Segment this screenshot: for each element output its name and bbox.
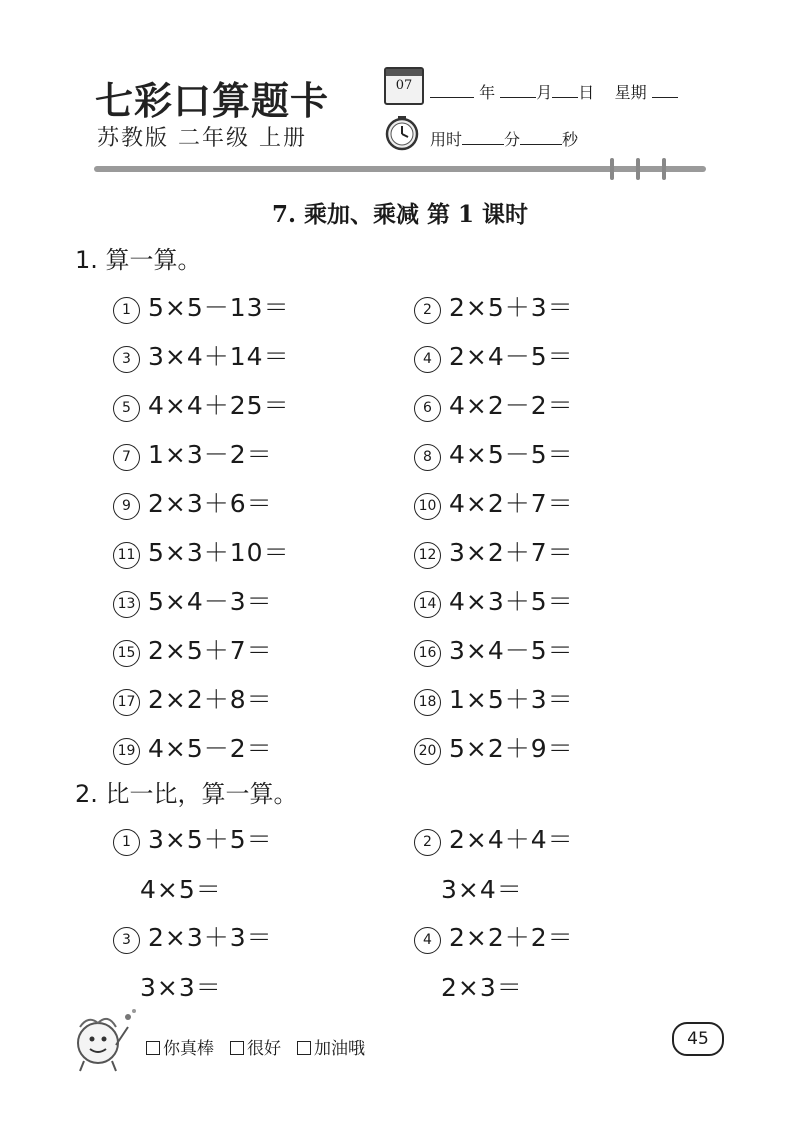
- compare-sub-expression: 3×4＝: [441, 875, 523, 904]
- compare-problem: [113, 820, 273, 856]
- divider-tick: [662, 158, 666, 180]
- problem-number: 6: [414, 395, 441, 422]
- problem-number: 7: [113, 444, 140, 471]
- problem-expression: 3×4＋14＝: [148, 342, 290, 371]
- problem-number: 4: [414, 346, 441, 373]
- problem-number: 11: [113, 542, 140, 569]
- problem-expression: 2×4＋4＝: [449, 825, 574, 854]
- page-number: 45: [672, 1022, 724, 1056]
- time-line: [430, 127, 578, 150]
- problem-number: 12: [414, 542, 441, 569]
- mascot-illustration: [68, 1005, 138, 1073]
- problem-expression: 4×2－2＝: [449, 391, 574, 420]
- problem-item: [113, 582, 273, 618]
- problem-expression: 4×4＋25＝: [148, 391, 290, 420]
- problem-number: 16: [414, 640, 441, 667]
- seconds-blank[interactable]: [520, 130, 562, 145]
- day-blank[interactable]: [552, 83, 578, 98]
- divider-tick: [636, 158, 640, 180]
- year-label: 年: [479, 83, 496, 102]
- problem-expression: 5×2＋9＝: [449, 734, 574, 763]
- problem-number: 14: [414, 591, 441, 618]
- minutes-blank[interactable]: [462, 130, 504, 145]
- problem-number: 10: [414, 493, 441, 520]
- rating-option-great[interactable]: 你真棒: [146, 1039, 214, 1059]
- section1-title: 1. 算一算。: [75, 246, 202, 274]
- date-line: [430, 80, 678, 103]
- problem-expression: 2×3＋6＝: [148, 489, 273, 518]
- month-label: 月: [536, 83, 553, 102]
- problem-expression: 5×4－3＝: [148, 587, 273, 616]
- problem-number: 18: [414, 689, 441, 716]
- checkbox-icon[interactable]: [230, 1041, 244, 1055]
- problem-number: 19: [113, 738, 140, 765]
- header-divider: [94, 166, 706, 172]
- problem-number: 3: [113, 346, 140, 373]
- problem-expression: 2×4－5＝: [449, 342, 574, 371]
- rating-options: [146, 1034, 381, 1059]
- clock-icon: [384, 115, 420, 151]
- problem-expression: 2×5＋7＝: [148, 636, 273, 665]
- problem-item: [414, 631, 574, 667]
- problem-item: [113, 729, 273, 765]
- problem-number: 2: [414, 829, 441, 856]
- problem-expression: 4×5－5＝: [449, 440, 574, 469]
- problem-number: 2: [414, 297, 441, 324]
- problem-expression: 2×2＋8＝: [148, 685, 273, 714]
- problem-expression: 3×4－5＝: [449, 636, 574, 665]
- checkbox-icon[interactable]: [297, 1041, 311, 1055]
- problem-item: [414, 582, 574, 618]
- problem-expression: 5×3＋10＝: [148, 538, 290, 567]
- problem-item: [414, 729, 574, 765]
- month-blank[interactable]: [500, 83, 536, 98]
- lesson-title: 7. 乘加、乘减 第 1 课时: [271, 201, 529, 228]
- section2-title: 2. 比一比，算一算。: [75, 780, 298, 808]
- problem-item: [414, 435, 574, 471]
- problem-item: [113, 631, 273, 667]
- problem-expression: 2×3＋3＝: [148, 923, 273, 952]
- weekday-label: 星期: [614, 83, 647, 102]
- day-label: 日: [578, 83, 595, 102]
- divider-tick: [610, 158, 614, 180]
- problem-number: 8: [414, 444, 441, 471]
- problem-expression: 2×2＋2＝: [449, 923, 574, 952]
- problem-item: [414, 337, 574, 373]
- problem-expression: 2×5＋3＝: [449, 293, 574, 322]
- problem-expression: 4×5－2＝: [148, 734, 273, 763]
- compare-sub-expression: 2×3＝: [441, 973, 523, 1002]
- rating-option-good[interactable]: 很好: [230, 1039, 281, 1059]
- problem-item: [414, 288, 574, 324]
- problem-item: [113, 435, 273, 471]
- year-blank[interactable]: [430, 83, 474, 98]
- problem-item: [414, 533, 574, 569]
- problem-expression: 4×2＋7＝: [449, 489, 574, 518]
- rating-option-keep-going[interactable]: 加油哦: [297, 1039, 365, 1059]
- time-used-label: 用时: [430, 130, 463, 149]
- problem-number: 13: [113, 591, 140, 618]
- problem-number: 9: [113, 493, 140, 520]
- problem-item: [113, 288, 290, 324]
- minutes-label: 分: [504, 130, 521, 149]
- problem-item: [414, 386, 574, 422]
- problem-expression: 3×2＋7＝: [449, 538, 574, 567]
- problem-item: [113, 680, 273, 716]
- problem-number: 1: [113, 829, 140, 856]
- compare-sub-expression: 3×3＝: [140, 973, 222, 1002]
- problem-item: [113, 337, 290, 373]
- problem-number: 17: [113, 689, 140, 716]
- compare-sub-expression: 4×5＝: [140, 875, 222, 904]
- problem-item: [414, 484, 574, 520]
- problem-number: 5: [113, 395, 140, 422]
- compare-problem: [113, 918, 273, 954]
- problem-item: [113, 533, 290, 569]
- problem-expression: 1×3－2＝: [148, 440, 273, 469]
- problem-number: 15: [113, 640, 140, 667]
- problem-item: [113, 386, 290, 422]
- problem-number: 20: [414, 738, 441, 765]
- compare-problem: [414, 918, 574, 954]
- problem-expression: 5×5－13＝: [148, 293, 290, 322]
- problem-expression: 3×5＋5＝: [148, 825, 273, 854]
- problem-item: [113, 484, 273, 520]
- problem-expression: 4×3＋5＝: [449, 587, 574, 616]
- checkbox-icon[interactable]: [146, 1041, 160, 1055]
- calendar-icon: [384, 67, 424, 105]
- problem-expression: 1×5＋3＝: [449, 685, 574, 714]
- problem-number: 4: [414, 927, 441, 954]
- problem-item: [414, 680, 574, 716]
- calendar-day: 07: [395, 78, 413, 93]
- edition-label: 苏教版 二年级 上册: [97, 126, 307, 151]
- brand-title: 七彩口算题卡: [95, 78, 330, 123]
- problem-number: 1: [113, 297, 140, 324]
- seconds-label: 秒: [562, 130, 579, 149]
- weekday-blank[interactable]: [652, 83, 678, 98]
- compare-problem: [414, 820, 574, 856]
- problem-number: 3: [113, 927, 140, 954]
